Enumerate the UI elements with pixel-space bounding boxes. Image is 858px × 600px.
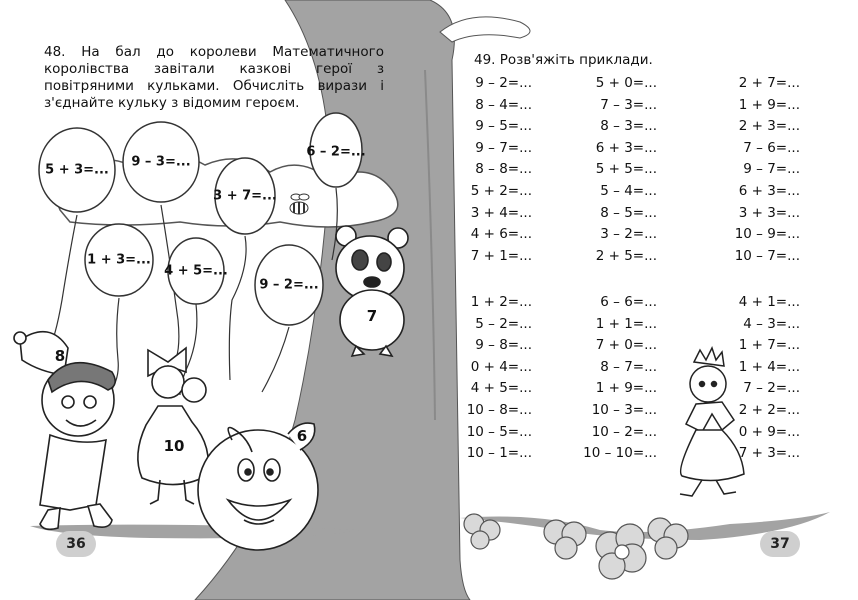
exercise-item: 1 + 2=... bbox=[470, 294, 532, 310]
exercise-item: 6 + 3=... bbox=[595, 139, 657, 156]
exercise-item: 8 – 3=... bbox=[600, 118, 657, 135]
exercise-item: 4 – 3=... bbox=[743, 315, 800, 332]
exercise-item: 5 + 2=... bbox=[470, 183, 532, 199]
exercise-item: 1 + 9=... bbox=[595, 380, 657, 397]
exercise-item: 9 – 8=... bbox=[475, 337, 532, 354]
exercise-item: 5 – 2=... bbox=[475, 315, 532, 332]
exercise-item: 9 – 7=... bbox=[475, 139, 532, 156]
exercise-item: 5 – 4=... bbox=[600, 183, 657, 199]
exercise-item: 1 + 9=... bbox=[738, 96, 800, 113]
exercise-item: 7 + 1=... bbox=[470, 247, 532, 264]
balloon-5-expr: 1 + 3=... bbox=[87, 252, 151, 268]
exercise-item: 2 + 2=... bbox=[738, 402, 800, 418]
page-number-right: 37 bbox=[760, 531, 800, 557]
exercise-item: 10 – 8=... bbox=[466, 402, 532, 418]
exercise-item: 4 + 6=... bbox=[470, 226, 532, 243]
exercise-item: 5 + 0=... bbox=[595, 75, 657, 91]
hero-girl-number: 10 bbox=[163, 437, 185, 455]
exercise-item: 2 + 5=... bbox=[595, 247, 657, 264]
princess-drawing bbox=[680, 348, 744, 496]
balloon-4-expr: 6 – 2=... bbox=[306, 144, 366, 160]
exercise-item: 8 – 8=... bbox=[475, 161, 532, 178]
task-49-text: 49. Розв'яжіть приклади. bbox=[474, 52, 653, 68]
exercise-item: 8 – 5=... bbox=[600, 204, 657, 221]
exercise-item: 7 + 3=... bbox=[738, 445, 800, 462]
exercise-item: 4 + 1=... bbox=[738, 294, 800, 310]
exercise-item: 1 + 1=... bbox=[595, 315, 657, 332]
balloon-7-expr: 9 – 2=... bbox=[259, 277, 319, 293]
flowers-drawing bbox=[464, 514, 688, 579]
exercise-item: 10 – 3=... bbox=[591, 402, 657, 418]
exercise-item: 4 + 5=... bbox=[470, 380, 532, 397]
hero-bear-number: 7 bbox=[366, 307, 378, 325]
balloon-2-expr: 9 – 3=... bbox=[131, 154, 191, 170]
exercise-item: 2 + 3=... bbox=[738, 118, 800, 135]
task-48-text: 48. На бал до королеви Математичного королівства завітали казкові герої з повітряними кульками. Обчисліть вирази і з'єднайте кульку з відомим героєм. bbox=[44, 44, 384, 111]
exercise-item: 8 – 4=... bbox=[475, 96, 532, 113]
exercise-item: 10 – 5=... bbox=[466, 423, 532, 440]
exercise-item: 9 – 2=... bbox=[475, 75, 532, 91]
exercise-item: 10 – 1=... bbox=[466, 445, 532, 462]
exercise-item: 8 – 7=... bbox=[600, 358, 657, 375]
exercise-item: 7 – 6=... bbox=[743, 139, 800, 156]
exercise-item: 3 – 2=... bbox=[600, 226, 657, 243]
exercise-item: 7 – 3=... bbox=[600, 96, 657, 113]
exercise-item: 10 – 7=... bbox=[734, 247, 800, 264]
balloon-3-expr: 3 + 7=... bbox=[213, 188, 277, 204]
hero-kolobok-number: 6 bbox=[296, 427, 308, 445]
exercise-item: 7 – 2=... bbox=[743, 380, 800, 397]
exercise-item: 10 – 9=... bbox=[734, 226, 800, 243]
exercise-item: 3 + 3=... bbox=[738, 204, 800, 221]
exercise-item: 2 + 7=... bbox=[738, 75, 800, 91]
exercise-item: 6 – 6=... bbox=[600, 294, 657, 310]
exercise-item: 7 + 0=... bbox=[595, 337, 657, 354]
exercise-item: 10 – 2=... bbox=[591, 423, 657, 440]
hero-boy-number: 8 bbox=[54, 347, 66, 365]
bee-drawing bbox=[290, 194, 309, 214]
exercise-item: 5 + 5=... bbox=[595, 161, 657, 178]
exercise-item: 9 – 7=... bbox=[743, 161, 800, 178]
exercise-item: 0 + 9=... bbox=[738, 423, 800, 440]
exercise-item: 9 – 5=... bbox=[475, 118, 532, 135]
exercise-item: 0 + 4=... bbox=[470, 358, 532, 375]
exercise-item: 3 + 4=... bbox=[470, 204, 532, 221]
page-number-left: 36 bbox=[56, 531, 96, 557]
exercise-item: 6 + 3=... bbox=[738, 183, 800, 199]
balloon-1-expr: 5 + 3=... bbox=[45, 162, 109, 178]
tree-swirl bbox=[440, 17, 530, 42]
balloon-6-expr: 4 + 5=... bbox=[164, 263, 228, 279]
exercise-item: 1 + 7=... bbox=[738, 337, 800, 354]
hero-girl-drawing bbox=[138, 348, 208, 504]
exercise-item: 1 + 4=... bbox=[738, 358, 800, 375]
exercise-item: 10 – 10=... bbox=[583, 445, 657, 462]
